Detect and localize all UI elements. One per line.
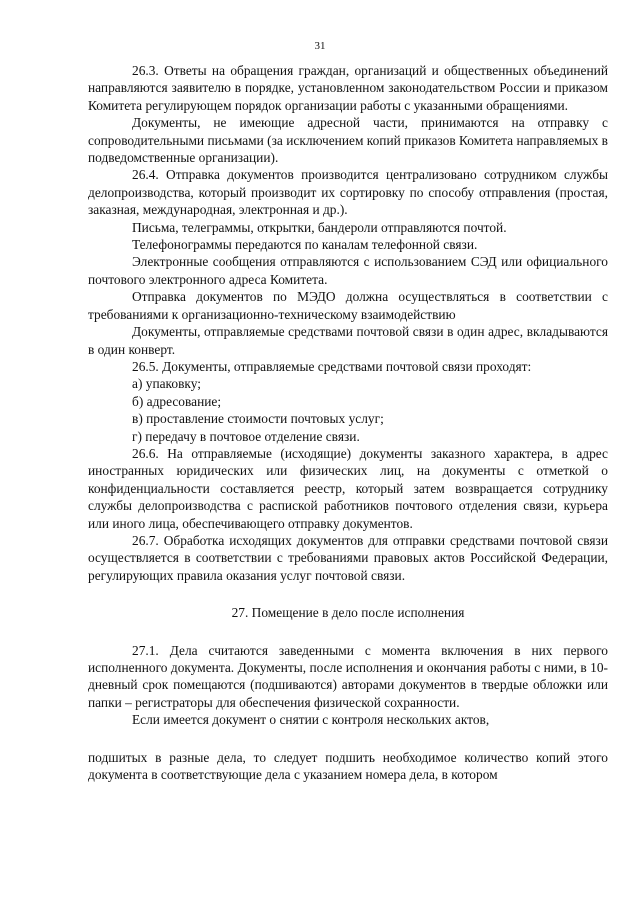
paragraph-electronic: Электронные сообщения отправляются с использованием СЭД или официального почтового электронного адреса Комитета.	[88, 254, 608, 287]
list-item-a: а) упаковку;	[132, 376, 201, 392]
paragraph-letters: Письма, телеграммы, открытки, бандероли отправляются почтой.	[132, 219, 507, 235]
paragraph-26-6: 26.6. На отправляемые (исходящие) документы заказного характера, в адрес иностранных юридических или физических лиц, на документы с отметкой о конфиденциальности составляется реестр, который затем возвращается сотруднику службы делопроизводства с распиской работников почтового отделения связи, курьера или иного лица, обеспечивающего отправку документов.	[88, 445, 608, 531]
list-item-b: б) адресование;	[132, 393, 222, 409]
list-item-v: в) проставление стоимости почтовых услуг;	[132, 411, 384, 427]
paragraph-26-5: 26.5. Документы, отправляемые средствами почтовой связи проходят:	[132, 358, 532, 374]
list-item-g: г) передачу в почтовое отделение связи.	[132, 428, 360, 444]
paragraph-telephonograms: Телефонограммы передаются по каналам телефонной связи.	[132, 237, 478, 253]
paragraph-26-7: 26.7. Обработка исходящих документов для отправки средствами почтовой связи осуществляется в соответствии с требованиями правовых актов Российской Федерации, регулирующих правила оказания услуг почтовой связи.	[88, 532, 608, 583]
spacer	[88, 729, 608, 749]
paragraph-control-removal: Если имеется документ о снятии с контроля нескольких актов,	[132, 712, 490, 728]
section-heading: 27. Помещение в дело после исполнения	[231, 605, 465, 621]
paragraph-continuation: подшитых в разные дела, то следует подшить необходимое количество копий этого документа в соответствующие дела с указанием номера дела, в котором	[88, 749, 608, 783]
page-number: 31	[314, 40, 326, 52]
paragraph-one-envelope: Документы, отправляемые средствами почтовой связи в один адрес, вкладываются в один конверт.	[88, 324, 608, 357]
document-body	[88, 62, 608, 783]
paragraph-26-3: 26.3. Ответы на обращения граждан, организаций и общественных объединений направляются заявителю в порядке, установленном законодательством России и приказом Комитета регулирующем порядок организации работы с указанными обращениями.	[88, 63, 608, 113]
paragraph-26-4: 26.4. Отправка документов производится централизовано сотрудником службы делопроизводства, который производит их сортировку по способу отправления (простая, заказная, международная, электронная и др.).	[88, 167, 608, 218]
paragraph-no-address: Документы, не имеющие адресной части, принимаются на отправку с сопроводительными письмами (за исключением копий приказов Комитета направляемых в подведомственные организации).	[88, 115, 608, 166]
paragraph-medo: Отправка документов по МЭДО должна осуществляться в соответствии с требованиями к организационно-техническому взаимодействию	[88, 289, 608, 322]
paragraph-27-1: 27.1. Дела считаются заведенными с момента включения в них первого исполненного документа. Документы, после исполнения и окончания работы с ними, в 10-дневный срок помещаются (подшиваются) авторами документов в твердые обложки или папки – регистраторы для обеспечения физической сохранности.	[88, 642, 608, 710]
